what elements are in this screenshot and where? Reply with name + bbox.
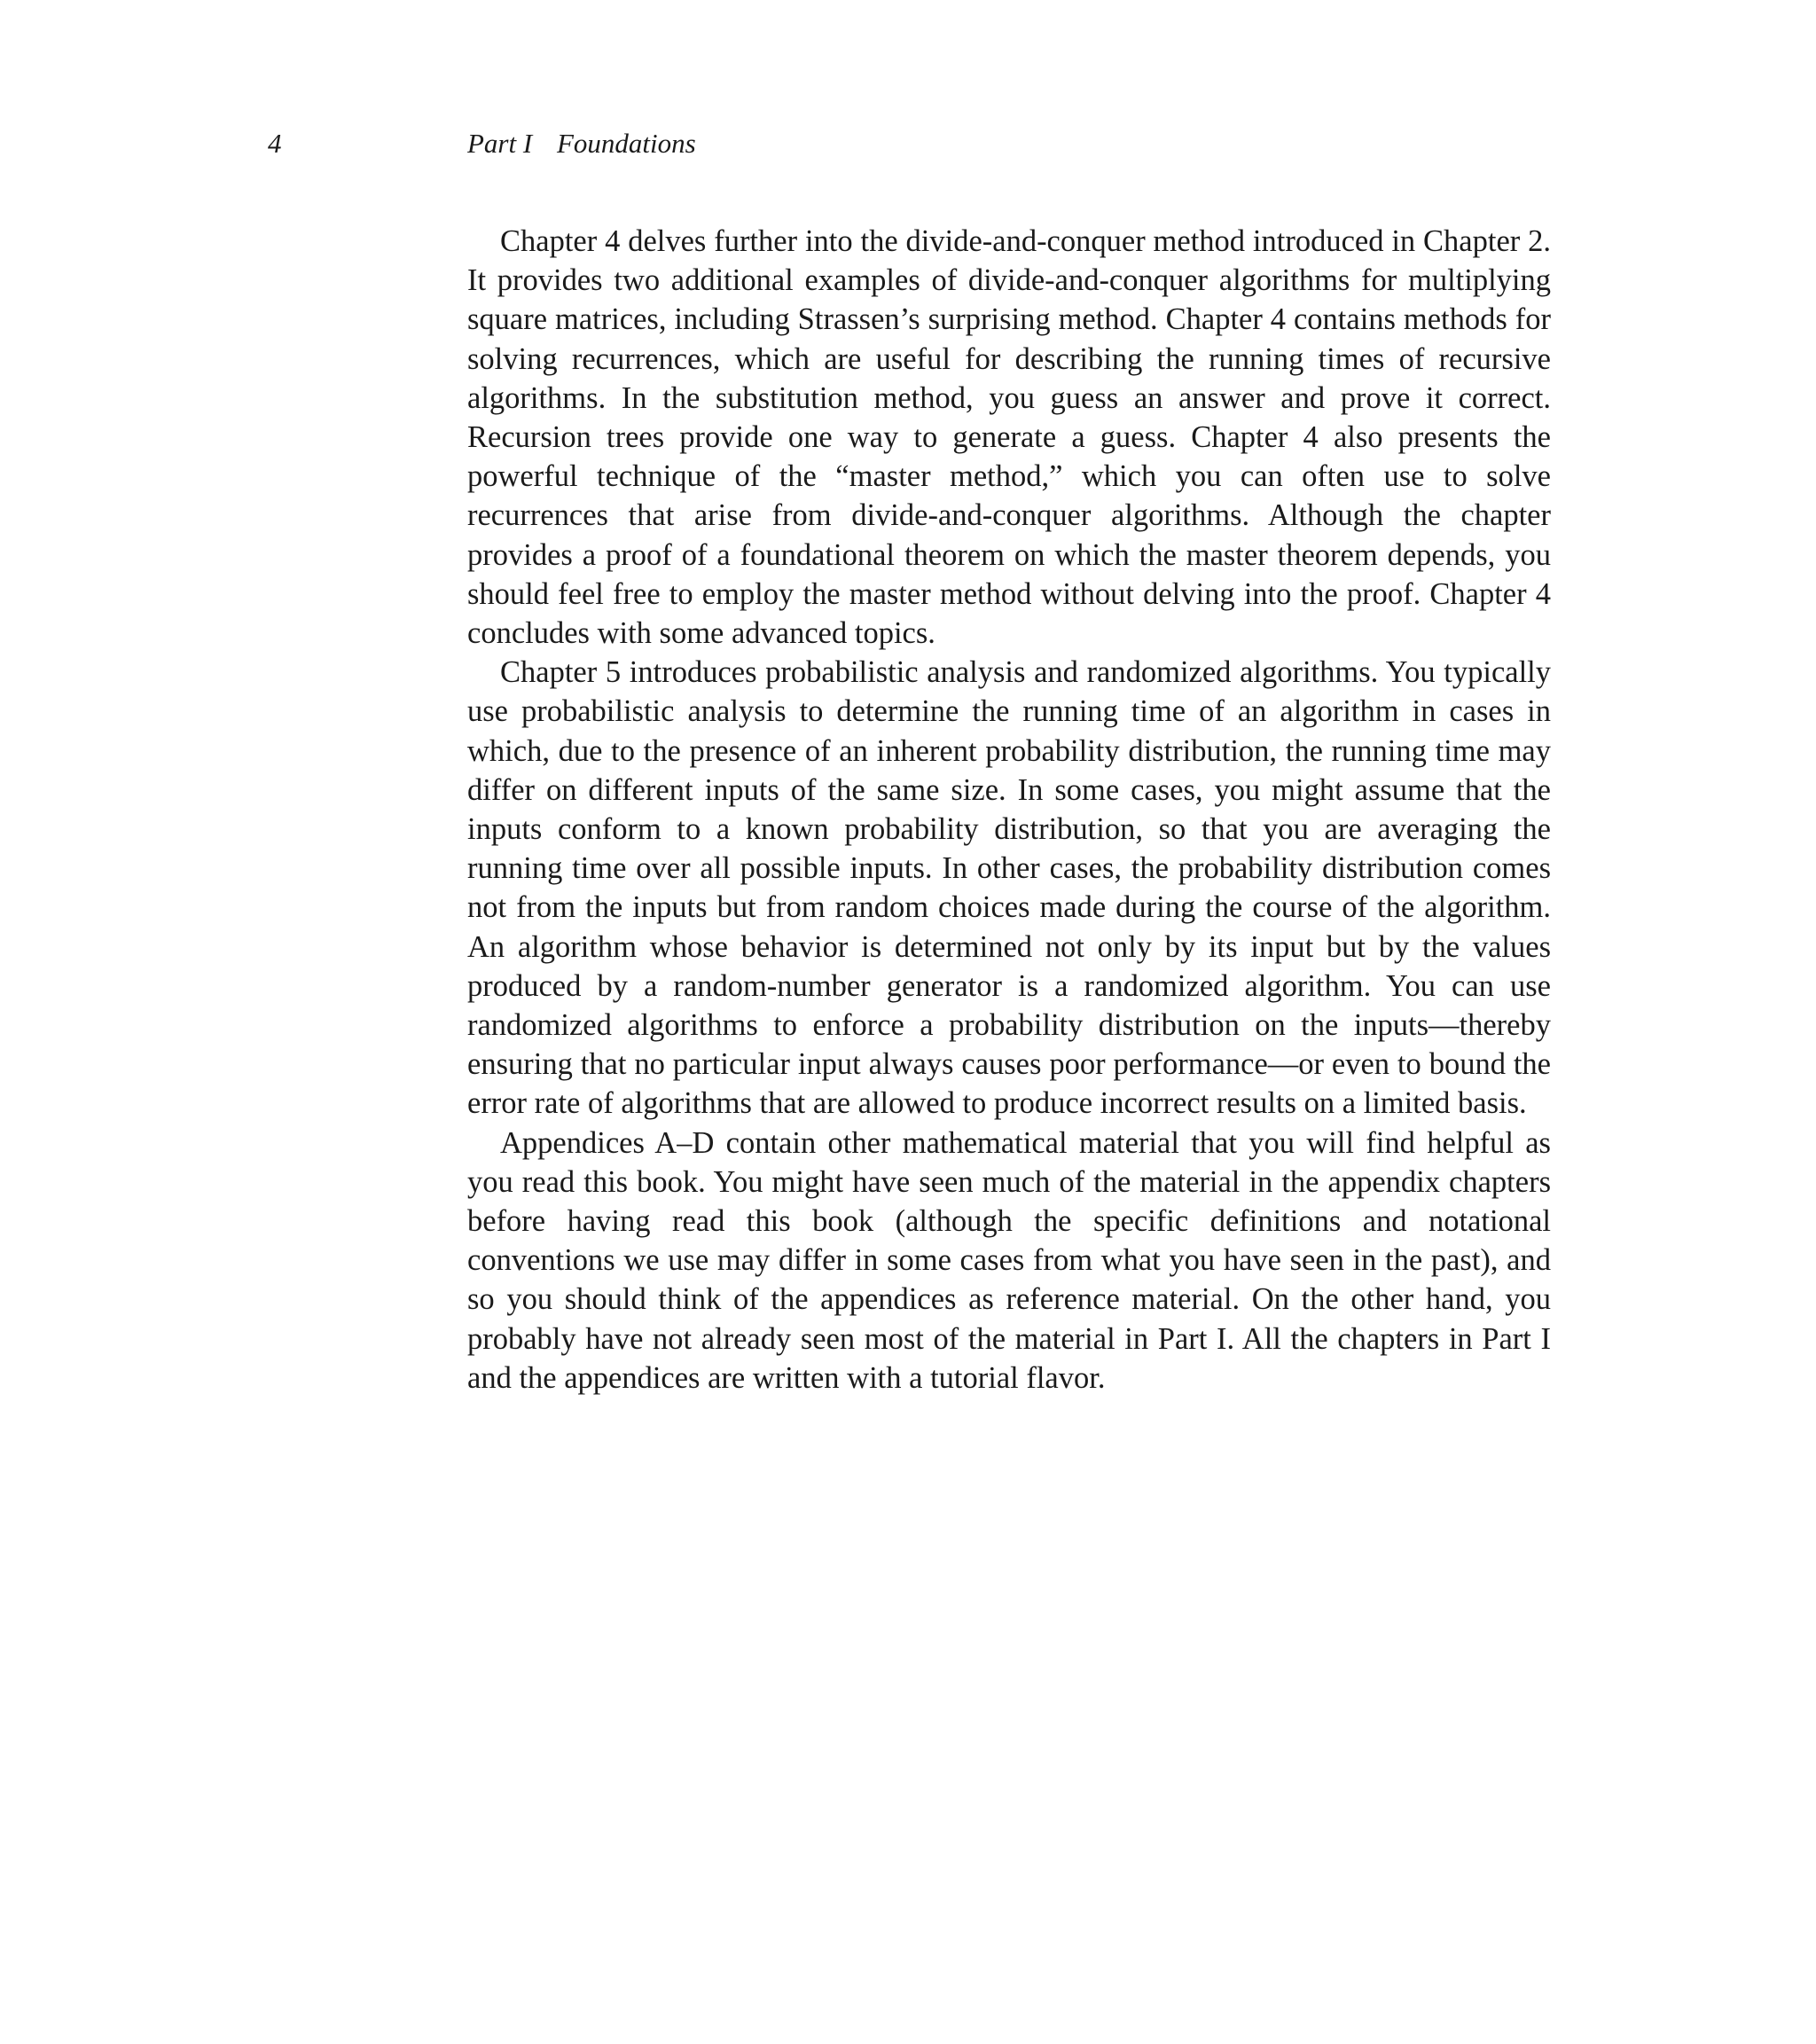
part-title: Foundations	[557, 128, 696, 159]
running-head	[0, 124, 1816, 163]
page-number: 4	[268, 128, 282, 159]
paragraph-chapter-4: Chapter 4 delves further into the divide-and-conquer method introduced in Chapter 2. It provides two additional examples of divide-and-conquer algorithms for multiplying square matrices, including Strassen’s surprising method. Chapter 4 contains methods for solving recurrences, which are useful for describing the running times of recursive algorithms. In the substitution method, you guess an answer and prove it correct. Recursion trees provide one way to generate a guess. Chapter 4 also presents the powerful technique of the “master method,” which you can often use to solve recurrences that arise from divide-and-conquer algorithms. Although the chapter provides a proof of a foundational theorem on which the master theorem depends, you should feel free to employ the master method without delving into the proof. Chapter 4 concludes with some advanced topics.	[467, 224, 1551, 651]
part-label: Part I	[467, 128, 533, 159]
paragraph-chapter-5: Chapter 5 introduces probabilistic analysis and randomized algorithms. You typically use probabilistic analysis to determine the running time of an algorithm in cases in which, due to the presence of an inherent probability distribution, the running time may differ on different inputs of the same size. In some cases, you might assume that the inputs conform to a known probability distribution, so that you are averaging the running time over all possible inputs. In other cases, the probability distribution comes not from the inputs but from random choices made during the course of the algorithm. An algorithm whose behavior is determined not only by its input but by the values produced by a random-number generator is a randomized algorithm. You can use randomized algorithms to enforce a probability distribution on the inputs—thereby ensuring that no particular input always causes poor performance—or even to bound the error rate of algorithms that are allowed to produce incorrect results on a limited basis.	[467, 655, 1551, 1121]
paragraph-appendices: Appendices A–D contain other mathematical material that you will find helpful as you read this book. You might have seen much of the material in the appendix chapters before having read this book (although the specific definitions and notational conventions we use may differ in some cases from what you have seen in the past), and so you should think of the appendices as reference material. On the other hand, you probably have not already seen most of the material in Part I. All the chapters in Part I and the appendices are written with a tutorial flavor.	[467, 1125, 1551, 1395]
body-text	[467, 222, 1551, 1398]
